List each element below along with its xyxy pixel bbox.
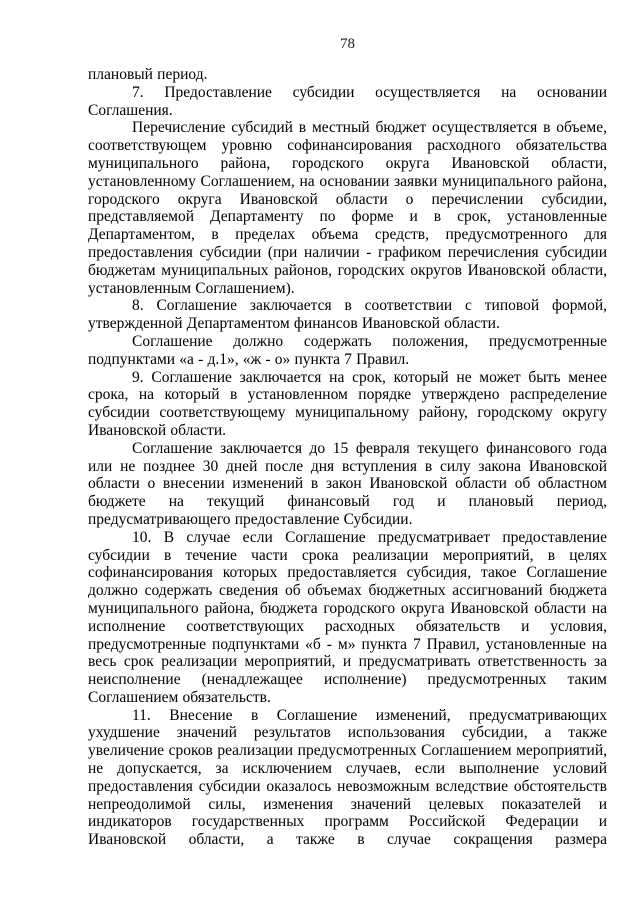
document-body <box>88 66 607 849</box>
paragraph-item-9: 9. Соглашение заключается на срок, который не может быть менее срока, на который в установленном порядке утверждено распределение субсидии соответствующему муниципальному району, городскому округу Ивановской области. <box>88 368 607 439</box>
paragraph-agreement-provisions: Соглашение должно содержать положения, предусмотренные подпунктами «а - д.1», «ж - о» пункта 7 Правил. <box>88 332 607 368</box>
paragraph-item-7: 7. Предоставление субсидии осуществляется на основании Соглашения. <box>88 83 607 119</box>
paragraph-continuation: плановый период. <box>88 66 208 83</box>
paragraph-transfer-of-subsidies: Перечисление субсидий в местный бюджет осуществляется в объеме, соответствующем уровню софинансирования расходного обязательства муниципального района, городского округа Ивановской области, установленному Соглашением, на основании заявки муниципального района, городского округа Ивановской области о перечислении субсидии, представляемой Департаменту по форме и в срок, установленные Департаментом, в пределах объема средств, предусмотренного для предоставления субсидии (при наличии - графиком перечисления субсидии бюджетам муниципальных районов, городских округов Ивановской области, установленным Соглашением). <box>88 119 607 297</box>
paragraph-agreement-deadline: Соглашение заключается до 15 февраля текущего финансового года или не позднее 30 дней после дня вступления в силу закона Ивановской области о внесении изменений в закон Ивановской области об областном бюджете на текущий финансовый год и плановый период, предусматривающего предоставление Субсидии. <box>88 439 607 528</box>
paragraph-item-11: 11. Внесение в Соглашение изменений, предусматривающих ухудшение значений результатов использования субсидии, а также увеличение сроков реализации предусмотренных Соглашением мероприятий, не допускается, за исключением случаев, если выполнение условий предоставления субсидии оказалось невозможным вследствие обстоятельств непреодолимой силы, изменения значений целевых показателей и индикаторов государственных программ Российской Федерации и Ивановской области, а также в случае сокращения размера <box>88 706 607 849</box>
page-number: 78 <box>340 36 355 52</box>
paragraph-item-8: 8. Соглашение заключается в соответствии с типовой формой, утвержденной Департаментом финансов Ивановской области. <box>88 297 607 333</box>
paragraph-item-10: 10. В случае если Соглашение предусматривает предоставление субсидии в течение части срока реализации мероприятий, в целях софинансирования которых предоставляется субсидия, такое Соглашение должно содержать сведения об объемах бюджетных ассигнований бюджета муниципального района, бюджета городского округа Ивановской области на исполнение соответствующих расходных обязательств и условия, предусмотренные подпунктами «б - м» пункта 7 Правил, установленные на весь срок реализации мероприятий, и предусматривать ответственность за неисполнение (ненадлежащее исполнение) предусмотренных таким Соглашением обязательств. <box>88 528 607 706</box>
